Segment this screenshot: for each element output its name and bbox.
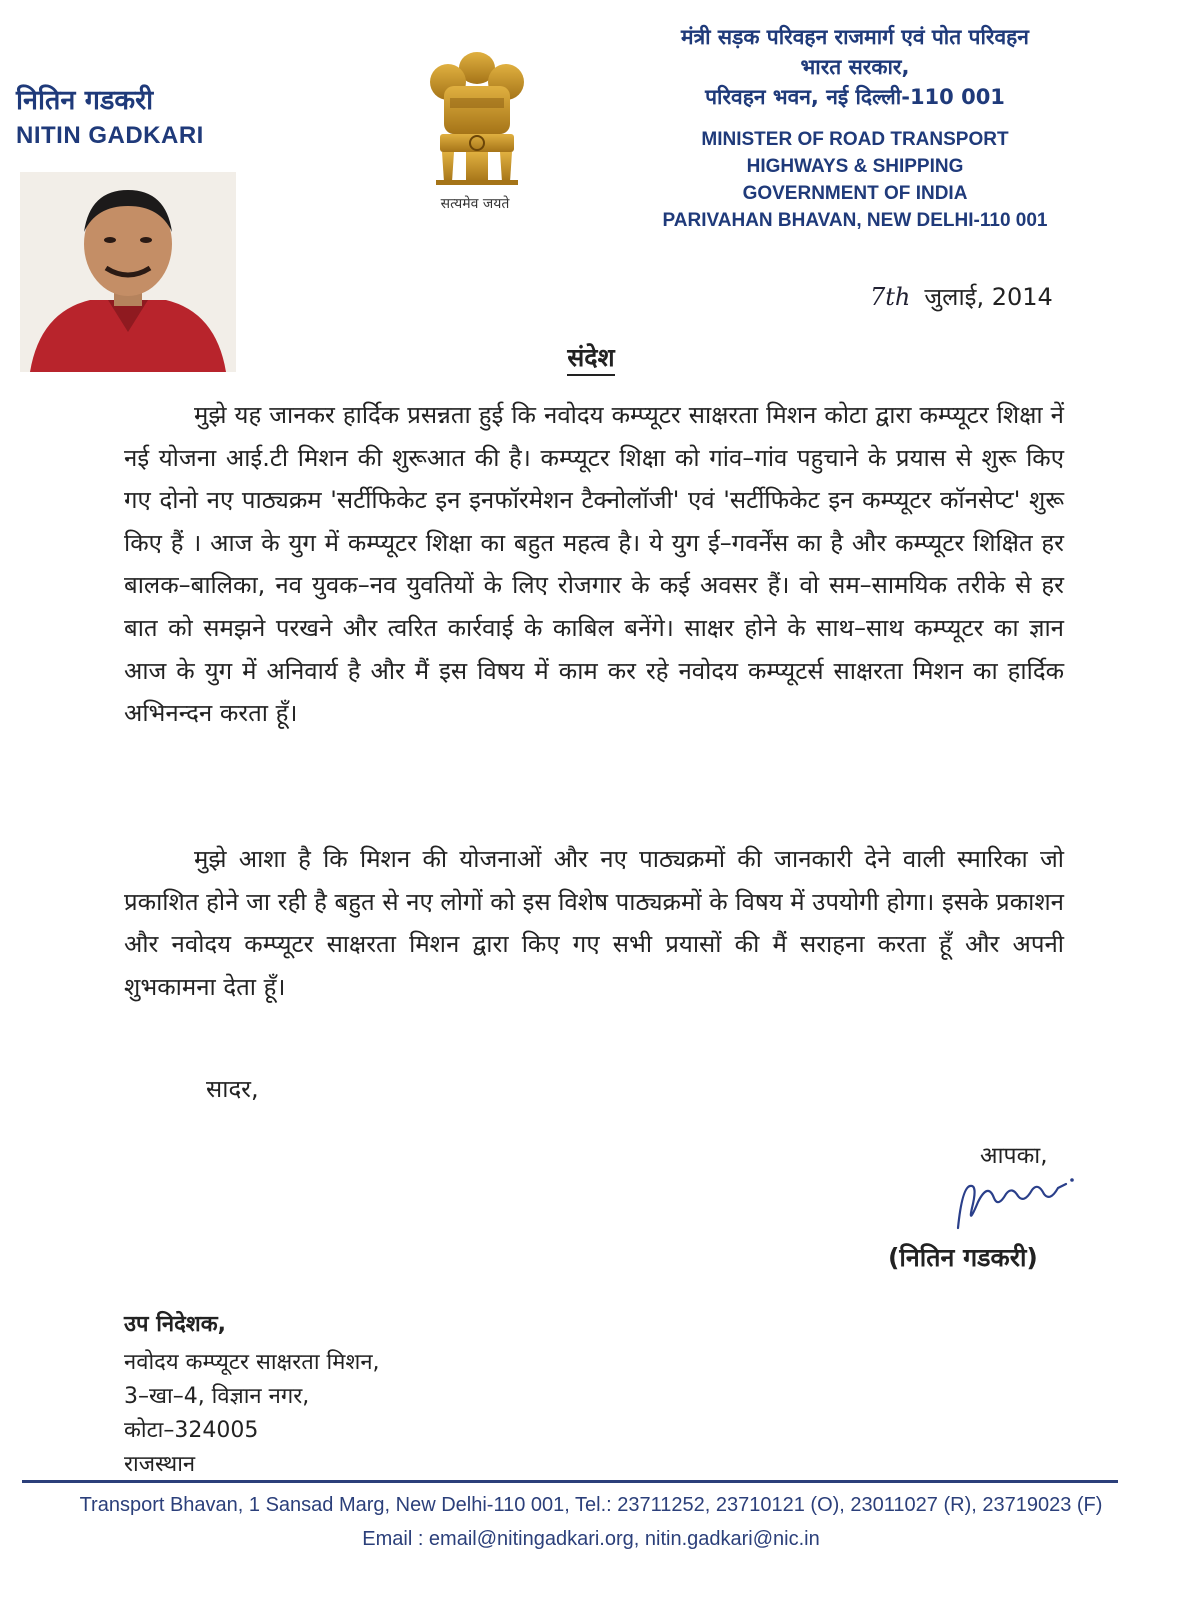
closing-yours: आपका, [980, 1143, 1048, 1169]
body-paragraph: मुझे यह जानकर हार्दिक प्रसन्नता हुई कि नवोदय कम्प्यूटर साक्षरता मिशन कोटा द्वारा कम्प्यूटर शिक्षा नें नई योजना आई.टी मिशन की शुरूआत की है। कम्प्यूटर शिक्षा को गांव–गांव पहुचाने के प्रयास से शुरू किए गए दोनो नए पाठ्यक्रम 'सर्टीफिकेट इन इनफॉरमेशन टैक्नोलॉजी' एवं 'सर्टीफिकेट इन कम्प्यूटर कॉनसेप्ट' शुरू किए हैं । आज के युग में कम्प्यूटर शिक्षा का बहुत महत्व है। ये युग ई–गवर्नेंस का है और कम्प्यूटर शिक्षित हर बालक–बालिका, नव युवक–नव युवतियों के लिए रोजगार के कई अवसर हैं। वो सम–सामयिक तरीके से हर बात को समझने परखने और त्वरित कार्रवाई के काबिल बनेंगे। साक्षर होने के साथ–साथ कम्प्यूटर का ज्ञान आज के युग में अनिवार्य है और मैं इस विषय में काम कर रहे नवोदय कम्प्यूटर्स साक्षरता मिशन का हार्दिक अभिनन्दन करता हूँ। [124, 401, 1064, 728]
footer-address: Transport Bhavan, 1 Sansad Marg, New Delhi-110 001, Tel.: 23711252, 23710121 (O), 23011027 (R), 23719023 (F) [79, 1494, 1103, 1516]
emblem-motto: सत्यमेव जयते [440, 196, 510, 212]
signature-scribble-icon [948, 1168, 1078, 1234]
date-text: जुलाई, 2014 [924, 283, 1053, 311]
office-english-line: PARIVAHAN BHAVAN, NEW DELHI-110 001 [662, 210, 1048, 231]
office-english-line: GOVERNMENT OF INDIA [742, 183, 968, 204]
office-english-line: HIGHWAYS & SHIPPING [746, 156, 964, 177]
signer-name: (नितिन गडकरी) [888, 1243, 1038, 1272]
recipient-line: 3–खा–4, विज्ञान नगर, [124, 1384, 310, 1409]
office-english-line: MINISTER OF ROAD TRANSPORT [701, 129, 1009, 150]
recipient-line: उप निदेशक, [124, 1312, 227, 1337]
office-hindi-line: मंत्री सड़क परिवहन राजमार्ग एवं पोत परिवहन [681, 25, 1029, 49]
closing-regards: सादर, [206, 1075, 259, 1103]
subject-text: संदेश [567, 343, 614, 376]
name-hindi: नितिन गडकरी [16, 85, 154, 116]
recipient-line: कोटा–324005 [124, 1418, 259, 1443]
office-hindi-line: भारत सरकार, [800, 55, 910, 79]
national-emblem [422, 46, 532, 186]
body-paragraph: मुझे आशा है कि मिशन की योजनाओं और नए पाठ्यक्रमों की जानकारी देने वाली स्मारिका जो प्रकाशित होने जा रही है बहुत से नए लोगों को इस विशेष पाठ्यक्रमों के विषय में उपयोगी होगा। इसके प्रकाशन और नवोदय कम्प्यूटर साक्षरता मिशन द्वारा किए गए सभी प्रयासों की मैं सराहना करता हूँ और अपनी शुभकामना देता हूँ। [124, 845, 1064, 1001]
letter-date [870, 280, 1053, 313]
letter-subject [0, 340, 1182, 374]
office-hindi-line: परिवहन भवन, नई दिल्ली-110 001 [705, 85, 1005, 109]
handwritten-day: 7th [870, 283, 911, 311]
lion-capital-icon [422, 46, 532, 186]
name-english: NITIN GADKARI [16, 122, 204, 149]
signature [948, 1168, 1078, 1234]
footer-email: Email : email@nitingadkari.org, nitin.gadkari@nic.in [362, 1528, 820, 1550]
footer-divider [22, 1480, 1118, 1483]
recipient-line: राजस्थान [124, 1452, 196, 1477]
recipient-line: नवोदय कम्प्यूटर साक्षरता मिशन, [124, 1350, 380, 1375]
office-address-block [600, 22, 1110, 234]
